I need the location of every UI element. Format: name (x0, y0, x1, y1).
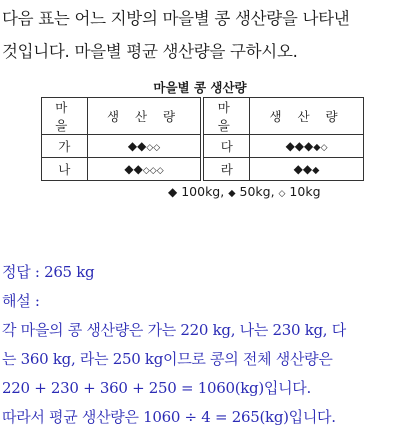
small-diamond-icon: ◇ (146, 143, 154, 153)
large-diamond-icon: ◆ (127, 139, 138, 153)
explanation-label: 해설 : (2, 292, 40, 310)
question-line-1: 다음 표는 어느 지방의 마을별 콩 생산량을 나타낸 (2, 9, 350, 28)
large-diamond-icon: ◆ (137, 139, 147, 153)
table-row (42, 158, 364, 181)
question-line-2: 것입니다. 마을별 평균 생산량을 구하시오. (2, 42, 298, 61)
table-row (42, 135, 364, 158)
header-production-left: 생 산 량 (87, 98, 202, 135)
answer-line: 정답 : 265 kg (2, 263, 95, 281)
large-diamond-icon: ◆ (294, 139, 305, 153)
production-na (87, 158, 202, 181)
production-ra (250, 158, 364, 181)
small-diamond-icon: ◇ (278, 189, 286, 199)
header-village-right: 마 을 (202, 98, 249, 135)
large-diamond-icon: ◆ (304, 139, 314, 153)
large-diamond-icon: ◆ (285, 139, 295, 153)
small-diamond-icon: ◇ (156, 166, 164, 176)
small-diamond-icon: ◇ (153, 143, 161, 153)
village-ga: 가 (42, 135, 88, 158)
explanation-line-4: 따라서 평균 생산량은 1060 ÷ 4 = 265(kg)입니다. (2, 408, 336, 426)
medium-diamond-icon: ◆ (228, 188, 236, 199)
header-village-left: 마 을 (42, 98, 88, 135)
legend (168, 184, 368, 199)
large-diamond-icon: ◆ (133, 162, 143, 176)
small-diamond-icon: ◇ (142, 166, 150, 176)
village-da: 다 (202, 135, 249, 158)
explanation-line-1: 각 마을의 콩 생산량은 가는 220 kg, 나는 230 kg, 다 (2, 321, 346, 339)
explanation-line-3: 220 + 230 + 360 + 250 = 1060(kg)입니다. (2, 379, 311, 397)
large-diamond-icon: ◆ (302, 162, 313, 176)
large-diamond-icon: ◆ (293, 162, 303, 176)
production-table (41, 97, 364, 181)
small-diamond-icon: ◇ (149, 166, 157, 176)
legend-large-label: 100kg, (177, 184, 225, 199)
question-text (2, 2, 398, 68)
header-production-right: 생 산 량 (250, 98, 364, 135)
medium-diamond-icon: ◆ (313, 142, 321, 153)
large-diamond-icon: ◆ (168, 185, 178, 199)
legend-medium-label: 50kg, (235, 184, 275, 199)
village-na: 나 (42, 158, 88, 181)
production-ga (87, 135, 202, 158)
large-diamond-icon: ◆ (124, 162, 134, 176)
small-diamond-icon: ◇ (320, 143, 328, 153)
village-ra: 라 (202, 158, 249, 181)
production-da (250, 135, 364, 158)
table-title: 마을별 콩 생산량 (153, 80, 247, 95)
explanation-line-2: 는 360 kg, 라는 250 kg이므로 콩의 전체 생산량은 (2, 350, 333, 368)
answer-section (2, 258, 400, 432)
medium-diamond-icon: ◆ (312, 165, 320, 176)
legend-small-label: 10kg (285, 184, 321, 199)
table-header-row (42, 98, 364, 135)
